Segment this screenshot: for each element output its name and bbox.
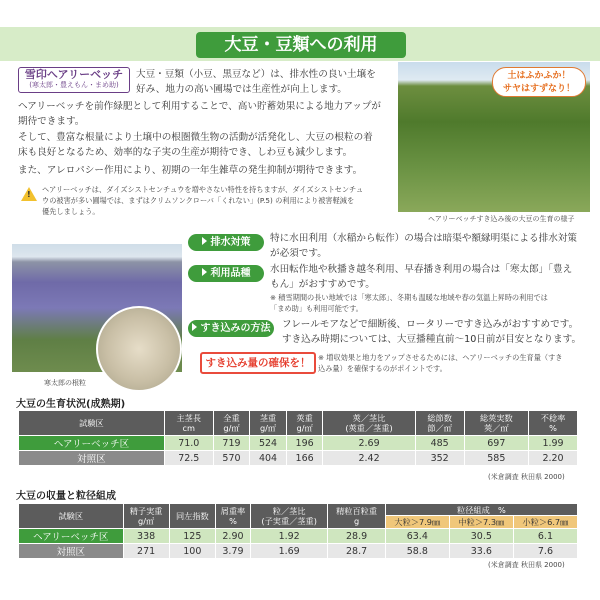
table1-header: 総節数 節／㎡ [415,411,464,436]
table1-header: 全重 g/㎡ [213,411,250,436]
page-title: 大豆・豆類への利用 [196,32,406,58]
table1-cell: 697 [464,436,529,451]
table1-header: 主茎長 cm [164,411,213,436]
table1-row-label: ヘアリーベッチ区 [19,436,165,451]
table-row [19,451,578,466]
table1-cell: 72.5 [164,451,213,466]
table2-header: 精粒百粒重 g [328,504,385,529]
table2-cell: 28.7 [328,544,385,559]
table2-cell: 1.92 [250,529,327,544]
table2-title: 大豆の収量と粒径組成 [16,491,116,502]
product-badge [18,67,130,93]
table-row [19,529,578,544]
table1-header: 茎重 g/㎡ [250,411,287,436]
table1-header: 総莢実数 莢／㎡ [464,411,529,436]
table2-cell: 100 [169,544,215,559]
warning-text: ※ 増収効果と地力をアップさせるためには、ヘアリーベッチの生育量（すき 込み量）を確保するのがポイントです。 [318,353,563,373]
variety-label: 利用品種 [188,265,264,282]
table2-header: 粒／茎比 (子実重／茎重) [250,504,327,529]
table-header-row [19,411,578,436]
para1: ヘアリーベッチを前作緑肥として利用することで、高い貯蓄効果による地力アップが 期待できます。 [18,101,382,127]
drain-text: 特に水田利用（水稲から転作）の場合は暗渠や額縁明渠による排水対策 が必須です。 [270,233,577,259]
warning-exclaim-icon: ! [27,190,31,199]
table2-header: 試験区 [19,504,124,529]
table1-header: 不稔率 % [529,411,578,436]
drain-label: 排水対策 [188,234,264,251]
table2-cell: 28.9 [328,529,385,544]
root-nodule-photo [96,306,182,392]
table1-cell: 71.0 [164,436,213,451]
table2-cell: 125 [169,529,215,544]
table1-header: 莢／茎比 (莢重／茎重) [323,411,415,436]
table-row [19,436,578,451]
table2-cell: 271 [123,544,169,559]
table2-cell: 338 [123,529,169,544]
table2-cell: 58.8 [385,544,449,559]
table1-source: (米倉調査 秋田県 2000) [488,473,565,481]
warning-box: すき込み量の確保を！ [200,352,316,374]
table2-cell: 2.90 [215,529,250,544]
table2-header: 屑重率 % [215,504,250,529]
table2-cell: 30.5 [449,529,513,544]
para3: また、アレロパシー作用により、初期の一年生雑草の発生抑制が期待できます。 [18,165,363,176]
table1-cell: 524 [250,436,287,451]
table2-row-label: ヘアリーベッチ区 [19,529,124,544]
table1-cell: 2.69 [323,436,415,451]
badge-sub: (寒太郎・豊えもん・まめ助) [29,81,119,89]
table1-row-label: 対照区 [19,451,165,466]
table2-cell: 3.79 [215,544,250,559]
table1-cell: 196 [286,436,323,451]
plow-text: フレールモアなどで細断後、ロータリーですき込みがおすすめです。 すき込み時期については、大豆播種直前〜10日前が目安となります。 [282,319,582,345]
grain-size-col: 小粒＞6.7㎜ [513,516,577,529]
table1-cell: 2.20 [529,451,578,466]
photo2-caption: 寒太郎の根粒 [44,379,86,387]
grain-size-col: 中粒＞7.3㎜ [449,516,513,529]
table2-cell: 7.6 [513,544,577,559]
growth-table [18,410,578,466]
triangle-icon [202,237,207,245]
table2-cell: 63.4 [385,529,449,544]
intro-text: 大豆・豆類（小豆、黒豆など）は、排水性の良い土壌を 好み、地力の高い圃場では生産性が向上します。 [136,69,376,95]
table1-cell: 352 [415,451,464,466]
table1-cell: 570 [213,451,250,466]
grain-size-header: 粒径組成 % [385,504,577,516]
table1-cell: 485 [415,436,464,451]
photo-bubble: 土はふかふか！ サヤはすずなり！ [492,67,586,97]
para2: そして、豊富な根量により土壌中の根圏微生物の活動が活発化し、大豆の根粒の着 床も良好となるため、効率的な子実の生産が期待でき、しわ豆も減少します。 [18,132,373,158]
table2-source: (米倉調査 秋田県 2000) [488,561,565,569]
table1-cell: 585 [464,451,529,466]
note-text: ヘアリーベッチは、ダイズシストセンチュウを増やさない特性を持ちますが、ダイズシストセンチュ ウの被害が多い圃場では、まずはクリムソンクローバ「くれない」(P.5) の利用により被害軽減を 優先しましょう。 [42,185,364,216]
yield-table [18,503,578,559]
table2-header: 精子実重 g/㎡ [123,504,169,529]
table2-header: 同左指数 [169,504,215,529]
triangle-icon [192,323,197,331]
table1-header: 試験区 [19,411,165,436]
table1-cell: 404 [250,451,287,466]
table2-cell: 6.1 [513,529,577,544]
table2-row-label: 対照区 [19,544,124,559]
badge-main: 雪印ヘアリーベッチ [24,68,124,81]
table1-cell: 719 [213,436,250,451]
plow-label: すき込みの方法 [188,320,274,337]
table2-cell: 1.69 [250,544,327,559]
grain-size-col: 大粒＞7.9㎜ [385,516,449,529]
table1-cell: 1.99 [529,436,578,451]
table1-cell: 166 [286,451,323,466]
table1-title: 大豆の生育状況(成熟期) [16,399,126,410]
table2-cell: 33.6 [449,544,513,559]
table-row [19,544,578,559]
table1-header: 莢重 g/㎡ [286,411,323,436]
table1-cell: 2.42 [323,451,415,466]
triangle-icon [202,268,207,276]
variety-text: 水田転作地や秋播き越冬利用、早春播き利用の場合は「寒太郎」「豊え もん」がおすすめです。 [270,264,573,290]
photo1-caption: ヘアリーベッチすき込み後の大豆の生育の様子 [428,215,575,223]
table-header-row [19,504,578,516]
variety-note: ※ 積雪期間の長い地域では「寒太郎」、冬期も温暖な地域や春の気温上昇時の利用では 「まめ助」も利用可能です。 [270,293,548,313]
